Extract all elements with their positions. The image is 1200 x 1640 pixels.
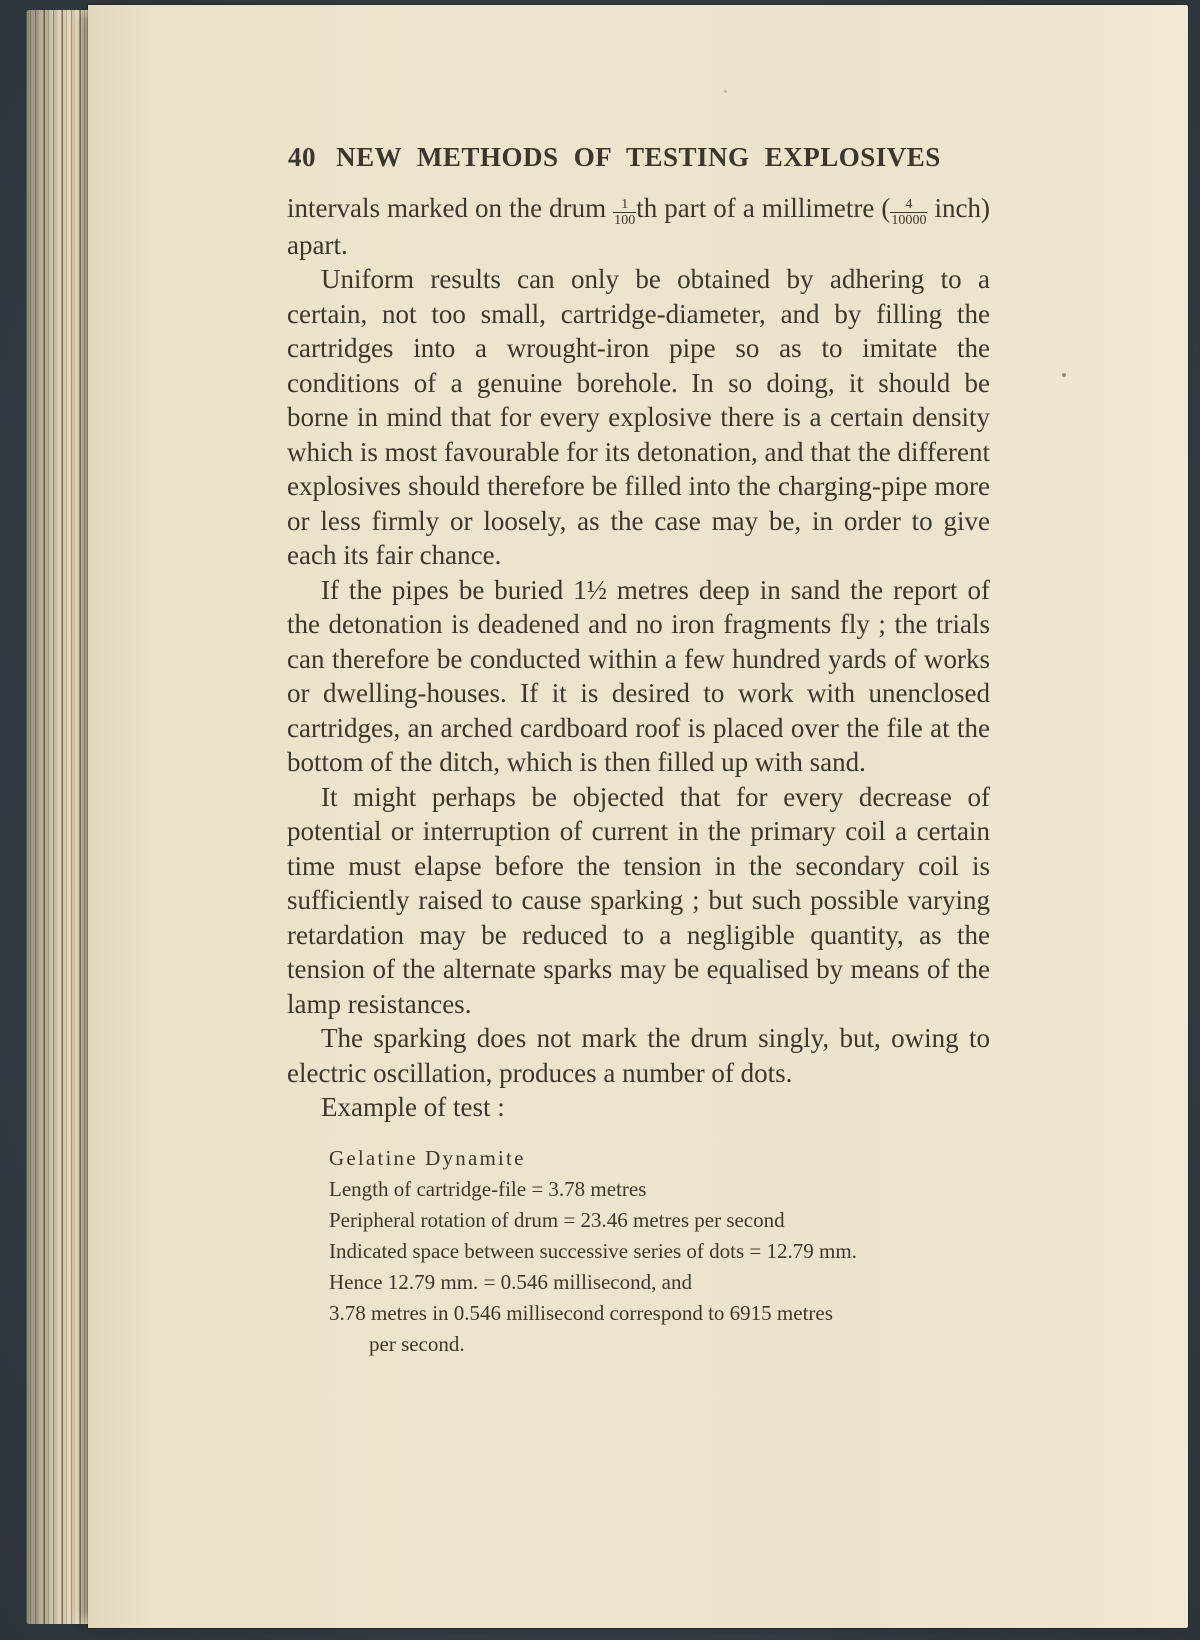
- header-title: NEW METHODS OF TESTING EXPLOSIVES: [336, 142, 941, 172]
- page-speck: [1062, 373, 1066, 377]
- book-page: [88, 5, 1188, 1628]
- example-lines: [329, 1174, 990, 1360]
- page-edges: [26, 10, 90, 1624]
- paragraph: It might perhaps be objected that for every decrease of potential or interruption of current in the primary coil a certain time must elapse before the tension in the secondary coil is sufficiently raised to cause sparking ; but such possible varying retardation may be reduced to a negligible quantity, as the tension of the alternate sparks may be equalised by means of the lamp resistances.: [287, 781, 990, 1019]
- fraction: $\frac{4}{10000}$: [891, 195, 927, 228]
- example-line: 3.78 metres in 0.546 millisecond correspond to 6915 metres: [329, 1300, 833, 1325]
- example-line: Indicated space between successive series of dots = 12.79 mm.: [329, 1238, 857, 1263]
- fraction: $\frac{1}{100}$: [614, 195, 636, 228]
- body-text: [287, 191, 990, 1125]
- paragraph: Uniform results can only be obtained by adhering to a certain, not too small, cartridge-diameter, and by filling the cartridges into a wrought-iron pipe so as to imitate the conditions of a genuine borehole. In so doing, it should be borne in mind that for every explosive there is a certain density which is most favourable for its detonation, and that the different explosives should therefore be filled into the charging-pipe more or less firmly or loosely, as the case may be, in order to give each its fair chance.: [287, 264, 990, 571]
- page-number: 40: [288, 142, 316, 172]
- paragraph: intervals marked on the drum $\frac{1}{100}$ th part of a millimetre ( $\frac{4}{10000}$ inch) apart.: [287, 193, 990, 260]
- paragraph: Example of test :: [321, 1092, 505, 1123]
- page-speck: [724, 90, 727, 93]
- example-line: Hence 12.79 mm. = 0.546 millisecond, and: [329, 1269, 692, 1294]
- paragraph: The sparking does not mark the drum singly, but, owing to electric oscillation, produces a number of dots.: [287, 1023, 990, 1088]
- example-line: Length of cartridge-file = 3.78 metres: [329, 1176, 647, 1201]
- paragraph: If the pipes be buried 1½ metres deep in sand the report of the detonation is deadened and no iron fragments fly ; the trials can therefore be conducted within a few hundred yards of works or dwelling-houses. If it is desired to work with unenclosed cartridges, an arched cardboard roof is placed over the file at the bottom of the ditch, which is then filled up with sand.: [287, 574, 990, 778]
- page-header: [287, 142, 990, 178]
- page-content: [287, 142, 990, 1360]
- example-block: [329, 1143, 990, 1360]
- example-line: Peripheral rotation of drum = 23.46 metres per second: [329, 1207, 785, 1232]
- example-heading: Gelatine Dynamite: [329, 1145, 526, 1170]
- example-line: per second.: [369, 1331, 465, 1356]
